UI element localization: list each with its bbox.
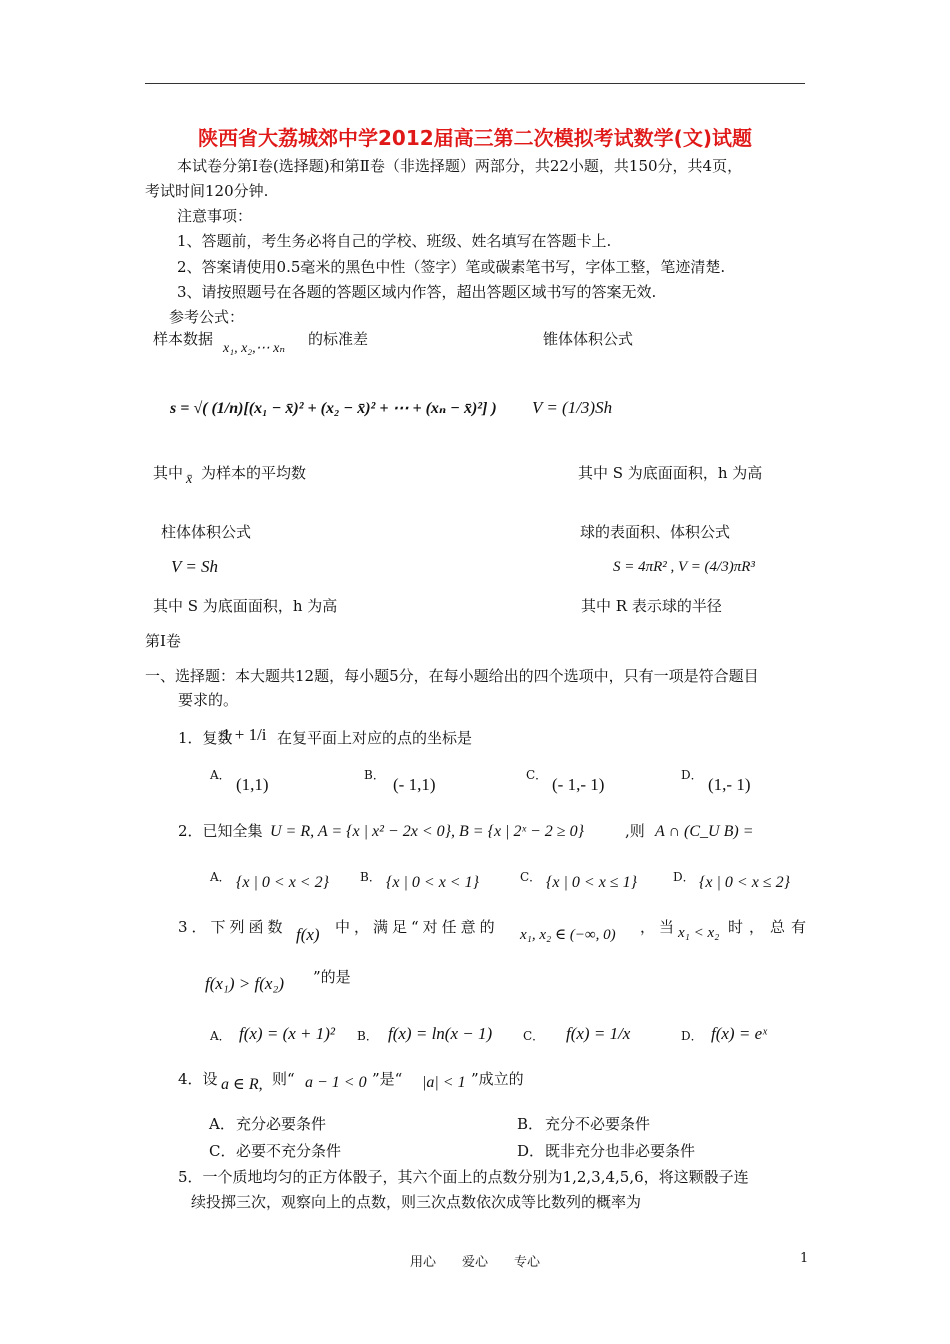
q3-stem-a: 3．下列函数 [178, 918, 287, 936]
sample-label-a: 样本数据 [153, 330, 214, 348]
q2-stem-expr: U = R, A = {x | x² − 2x < 0}, B = {x | 2ˣ − 2 ≥ 0} [270, 823, 584, 840]
notes-heading: 注意事项： [177, 207, 253, 225]
sample-vars: x₁, x₂,⋯ xₙ [223, 341, 286, 356]
exam-title: 陕西省大荔城郊中学2012届高三第二次模拟考试数学(文)试题 [198, 126, 752, 150]
cylinder-label: 柱体体积公式 [161, 523, 252, 541]
q4-option-c-label: C． [209, 1142, 236, 1160]
intro-line-2: 考试时间120分钟. [145, 182, 269, 200]
q2-option-c-label: C． [520, 870, 542, 884]
mean-note-a: 其中 [153, 464, 184, 482]
q1-stem-b: 在复平面上对应的点的坐标是 [277, 729, 473, 747]
q3-option-b-label: B． [357, 1029, 378, 1043]
std-deviation-formula: s = √( (1/n)[(x₁ − x̄)² + (x₂ − x̄)² + ⋯ + (xₙ − x̄)²] ) [170, 400, 497, 417]
note-item-2: 2、答案请使用0.5毫米的黑色中性（签字）笔或碳素笔书写，字体工整，笔迹清楚. [177, 258, 726, 276]
q3-option-a-value: f(x) = (x + 1)² [239, 1024, 335, 1043]
q4-stem-b: 则“ [272, 1070, 295, 1088]
q2-option-b-label: B． [360, 870, 381, 884]
q3-option-c-label: C． [523, 1029, 545, 1043]
q4-option-b-label: B． [517, 1115, 544, 1133]
q2-option-c-value: {x | 0 < x ≤ 1} [546, 874, 637, 891]
q2-stem-b: ,则 [625, 822, 645, 840]
q2-option-d-label: D． [673, 870, 695, 884]
q2-stem-expr2: A ∩ (C_U B) = [655, 823, 754, 840]
q4-option-a-value: 充分必要条件 [236, 1115, 327, 1133]
sample-label-b: 的标准差 [308, 330, 369, 348]
q3-stem-domain: x₁, x₂ ∈ (−∞, 0) [520, 927, 616, 943]
q5-line-2: 续投掷三次，观察向上的点数，则三次点数依次成等比数列的概率为 [191, 1193, 642, 1211]
page-number: 1 [800, 1251, 809, 1266]
q1-option-b-label: B． [364, 768, 385, 782]
q1-option-c-value: (- 1,- 1) [552, 775, 605, 794]
q4-option-a-label: A． [209, 1115, 235, 1133]
cylinder-note: 其中 S 为底面面积，h 为高 [153, 597, 338, 615]
q5-line-1: 5．一个质地均匀的正方体骰子，其六个面上的点数分别为1,2,3,4,5,6，将这颗骰子连 [178, 1168, 749, 1186]
q4-option-c-value: 必要不充分条件 [236, 1142, 342, 1160]
q2-stem-a: 2．已知全集 [178, 822, 263, 840]
q4-stem-c1: a − 1 < 0 [305, 1074, 367, 1091]
q3-stem-ineq: f(x₁) > f(x₂) [205, 974, 284, 993]
mean-note-b: 为样本的平均数 [201, 464, 307, 482]
q3-option-d-label: D． [681, 1029, 703, 1043]
q3-option-d-value: f(x) = eˣ [711, 1024, 767, 1043]
q1-stem-a: 1．复数 [178, 729, 233, 747]
intro-line-1: 本试卷分第Ⅰ卷(选择题)和第Ⅱ卷（非选择题）两部分，共22小题，共150分，共4页， [177, 157, 743, 175]
q4-stem-a: 4．设 [178, 1070, 218, 1088]
part1-line-2: 要求的。 [178, 691, 239, 709]
q2-option-a-label: A． [210, 870, 231, 884]
q4-stem-expr: a ∈ R, [221, 1076, 263, 1093]
note-item-3: 3、请按照题号在各题的答题区域内作答，超出答题区域书写的答案无效. [177, 283, 657, 301]
q1-option-d-value: (1,- 1) [708, 775, 751, 794]
q3-option-c-value: f(x) = 1/x [566, 1024, 631, 1043]
volume-heading: 第Ⅰ卷 [145, 632, 181, 650]
q3-stem-b: 中，满足“对任意的 [335, 918, 499, 936]
q1-option-a-value: (1,1) [236, 775, 269, 794]
q3-option-b-value: f(x) = ln(x − 1) [388, 1024, 493, 1043]
q4-option-d-value: 既非充分也非必要条件 [545, 1142, 696, 1160]
q1-option-c-label: C． [526, 768, 548, 782]
q4-stem-c2: |a| < 1 [422, 1074, 466, 1091]
q2-option-d-value: {x | 0 < x ≤ 2} [699, 874, 790, 891]
q3-stem-cond: x₁ < x₂ [678, 925, 720, 941]
cone-label: 锥体体积公式 [543, 330, 634, 348]
q3-stem-c: ，当 [640, 918, 679, 936]
formulas-heading: 参考公式： [169, 308, 245, 326]
cylinder-volume-formula: V = Sh [171, 557, 219, 576]
part1-line-1: 一、选择题：本大题共12题，每小题5分，在每小题给出的四个选项中，只有一项是符合题目 [145, 667, 759, 685]
q1-stem-expr: 1 + 1/i [222, 725, 267, 744]
sphere-formula: S = 4πR² , V = (4/3)πR³ [613, 559, 755, 575]
sphere-note: 其中 R 表示球的半径 [581, 597, 722, 615]
note-item-1: 1、答题前，考生务必将自己的学校、班级、姓名填写在答题卡上. [177, 232, 612, 250]
cone-volume-formula: V = (1/3)Sh [532, 398, 613, 417]
q1-option-d-label: D． [681, 768, 703, 782]
footer-motto: 用心 爱心 专心 [409, 1255, 540, 1270]
q3-option-a-label: A． [210, 1029, 231, 1043]
sphere-label: 球的表面积、体积公式 [580, 523, 731, 541]
q4-option-b-value: 充分不必要条件 [545, 1115, 651, 1133]
q1-option-b-value: (- 1,1) [393, 775, 436, 794]
header-rule [145, 83, 805, 84]
q3-stem-fx: f(x) [296, 925, 320, 944]
q3-stem-e: ”的是 [313, 968, 351, 986]
q2-option-b-value: {x | 0 < x < 1} [386, 874, 479, 891]
q4-stem-c: ”是“ [372, 1070, 403, 1088]
mean-note-var: x̄ [186, 472, 193, 487]
q4-option-d-label: D． [517, 1142, 545, 1160]
q2-option-a-value: {x | 0 < x < 2} [236, 874, 329, 891]
cone-note: 其中 S 为底面面积，h 为高 [578, 464, 763, 482]
q4-stem-d: ”成立的 [471, 1070, 524, 1088]
q1-option-a-label: A． [210, 768, 231, 782]
q3-stem-d: 时，总有 [728, 918, 813, 936]
